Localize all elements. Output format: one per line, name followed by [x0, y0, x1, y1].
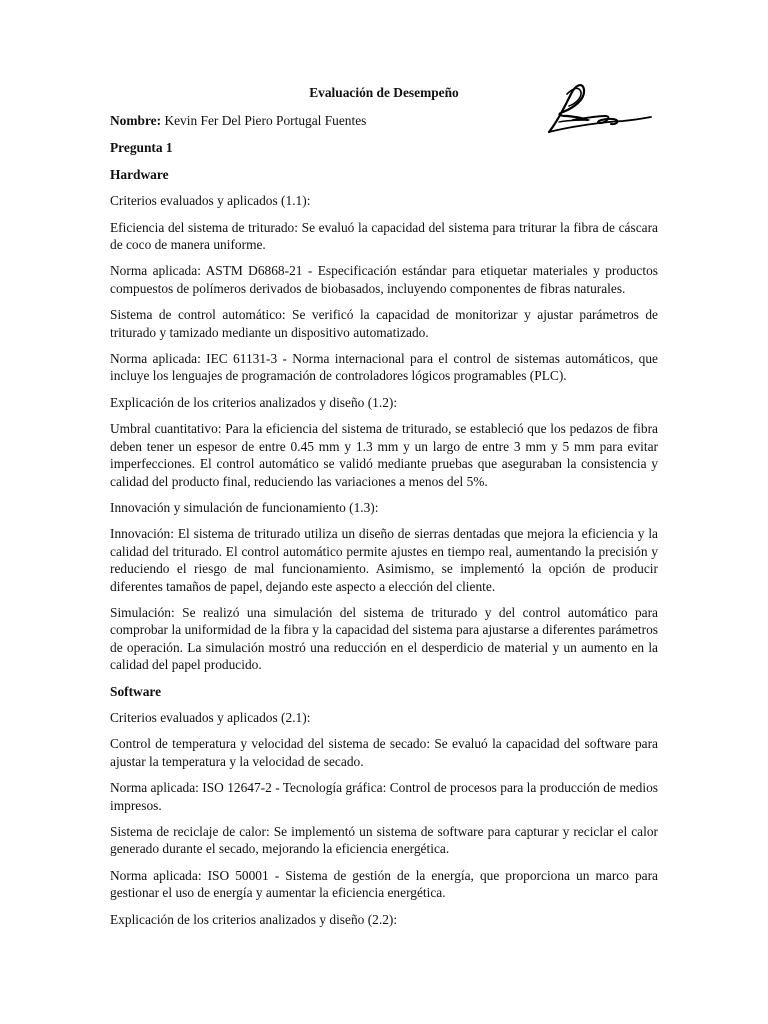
paragraph: Norma aplicada: ISO 12647-2 - Tecnología gráfica: Control de procesos para la producción de medios impresos. — [110, 780, 658, 813]
hw-criteria-heading: Criterios evaluados y aplicados (1.1): — [110, 193, 311, 209]
question-heading: Pregunta 1 — [110, 140, 173, 156]
paragraph: Sistema de control automático: Se verificó la capacidad de monitorizar y ajustar parámetros de triturado y tamizado mediante un dispositivo automatizado. — [110, 307, 658, 340]
paragraph: Eficiencia del sistema de triturado: Se evaluó la capacidad del sistema para triturar la fibra de cáscara de coco de manera uniforme. — [110, 219, 658, 253]
paragraph: Sistema de reciclaje de calor: Se implementó un sistema de software para capturar y reciclar el calor generado durante el secado, mejorando la eficiencia energética. — [110, 824, 658, 857]
sw-criteria-heading: Criterios evaluados y aplicados (2.1): — [110, 709, 311, 725]
document-title: Evaluación de Desempeño — [309, 85, 459, 100]
student-name-line — [110, 112, 658, 129]
sw-explain-heading: Explicación de los criterios analizados y diseño (2.2): — [110, 911, 398, 927]
document-page — [110, 84, 658, 937]
paragraph: Control de temperatura y velocidad del sistema de secado: Se evaluó la capacidad del software para ajustar la temperatura y la velocidad de secado. — [110, 736, 658, 769]
paragraph: Norma aplicada: IEC 61131-3 - Norma internacional para el control de sistemas automáticos, que incluye los lenguajes de programación de controladores lógicos programables (PLC). — [110, 351, 658, 384]
paragraph: Simulación: Se realizó una simulación del sistema de triturado y del control automático para comprobar la uniformidad de la fibra y la capacidad del sistema para ajustarse a diferentes parámetros de operación. La simulación mostró una reducción en el desperdicio de material y un aumento en la calidad del papel producido. — [110, 604, 658, 673]
hw-innovation-heading: Innovación y simulación de funcionamiento (1.3): — [110, 499, 379, 515]
software-heading: Software — [110, 683, 162, 699]
paragraph: Umbral cuantitativo: Para la eficiencia del sistema de triturado, se estableció que los pedazos de fibra deben tener un espesor de entre 0.45 mm y 1.3 mm y un largo de entre 3 mm y 5 mm para evitar imperfecciones. El control automático se validó mediante pruebas que aseguraban la consistencia y calidad del producto final, reduciendo las variaciones a menos del 5%. — [110, 421, 658, 489]
hw-explain-heading: Explicación de los criterios analizados y diseño (1.2): — [110, 394, 398, 410]
hardware-heading: Hardware — [110, 166, 169, 182]
paragraph: Norma aplicada: ASTM D6868-21 - Especificación estándar para etiquetar materiales y productos compuestos de polímeros derivados de biobasados, incluyendo componentes de fibras naturales. — [110, 263, 658, 296]
name-value: Kevin Fer Del Piero Portugal Fuentes — [164, 113, 367, 128]
name-label: Nombre: — [110, 113, 162, 128]
paragraph: Innovación: El sistema de triturado utiliza un diseño de sierras dentadas que mejora la eficiencia y la calidad del triturado. El control automático permite ajustes en tiempo real, aumentando la precisión y reduciendo el riesgo de mal funcionamiento. Asimismo, se implementó la opción de producir diferentes tamaños de papel, dejando este aspecto a elección del cliente. — [110, 526, 658, 594]
paragraph: Norma aplicada: ISO 50001 - Sistema de gestión de la energía, que proporciona un marco para gestionar el uso de energía y aumentar la eficiencia energética. — [110, 867, 658, 901]
